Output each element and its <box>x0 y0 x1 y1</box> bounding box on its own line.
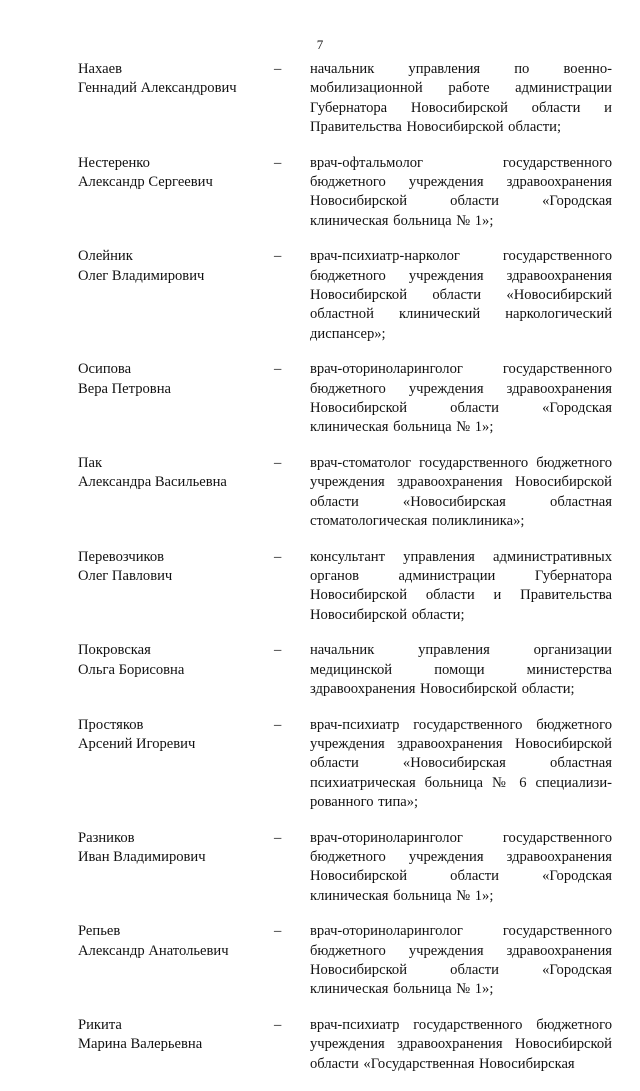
position-line: областной клинический наркологический <box>310 306 612 323</box>
position-line: клиническая больница № 1»; <box>310 419 494 436</box>
position-line: Новосибирской области и Правительства <box>310 587 612 604</box>
position-line: клиническая больница № 1»; <box>310 212 494 229</box>
member-surname: Нахаев <box>78 61 122 77</box>
member-given-names: Александр Сергеевич <box>78 173 213 190</box>
position-line: Новосибирской области «Городская <box>310 399 612 416</box>
member-position <box>310 60 612 137</box>
member-given-names: Александра Васильевна <box>78 474 227 491</box>
member-surname: Перевозчиков <box>78 548 165 565</box>
member-entry <box>78 247 612 343</box>
member-entry <box>78 548 612 625</box>
position-line: клиническая больница № 1»; <box>310 887 494 904</box>
position-line: врач-оториноларинголог государственного <box>310 923 612 940</box>
position-line: Новосибирской области «Городская <box>310 962 612 979</box>
dash-separator: – <box>274 716 282 733</box>
position-line: врач-офтальмолог государственного <box>310 154 612 171</box>
member-name <box>78 360 274 399</box>
position-line: органов администрации Губернатора <box>310 568 612 585</box>
position-line: диспансер»; <box>310 325 386 342</box>
dash-separator: – <box>274 455 282 472</box>
member-position <box>310 360 612 437</box>
member-position <box>310 716 612 812</box>
member-entry <box>78 360 612 437</box>
member-surname: Пак <box>78 455 103 472</box>
member-position <box>310 922 612 999</box>
member-entry <box>78 60 612 137</box>
dash-separator: – <box>274 248 282 265</box>
member-position <box>310 154 612 231</box>
position-line: врач-стоматолог государственного бюджетного <box>310 455 612 472</box>
member-position <box>310 829 612 906</box>
member-position <box>310 548 612 625</box>
member-given-names: Вера Петровна <box>78 380 171 397</box>
position-line: консультант управления административных <box>310 548 612 565</box>
member-position <box>310 454 612 531</box>
member-surname: Олейник <box>78 248 133 265</box>
dash-separator: – <box>274 642 282 659</box>
position-line: области «Новосибирская областная <box>310 755 612 772</box>
member-name <box>78 716 274 755</box>
position-line: бюджетного учреждения здравоохранения <box>310 849 612 866</box>
position-line: учреждения здравоохранения Новосибирской <box>310 474 612 491</box>
member-name <box>78 641 274 680</box>
position-line: рованного типа»; <box>310 794 419 810</box>
position-line: Новосибирской области; <box>310 606 465 623</box>
member-entry <box>78 829 612 906</box>
position-line: медицинской помощи министерства <box>310 661 612 678</box>
dash-separator: – <box>274 923 282 940</box>
position-line: Губернатора Новосибирской области и <box>310 99 612 116</box>
dash-separator: – <box>274 548 282 565</box>
position-line: бюджетного учреждения здравоохранения <box>310 380 612 397</box>
member-entry <box>78 716 612 812</box>
position-line: бюджетного учреждения здравоохранения <box>310 942 612 959</box>
member-position <box>310 247 612 343</box>
position-line: врач-оториноларинголог государственного <box>310 829 612 846</box>
member-given-names: Иван Владимирович <box>78 849 206 866</box>
dash-separator: – <box>274 61 282 77</box>
position-line: мобилизационной работе администрации <box>310 80 612 97</box>
member-name <box>78 922 274 961</box>
page-number: 7 <box>316 37 324 52</box>
member-name <box>78 829 274 868</box>
dash-separator: – <box>274 154 282 171</box>
member-position <box>310 1016 612 1074</box>
member-surname: Нестеренко <box>78 154 150 171</box>
dash-separator: – <box>274 361 282 378</box>
position-line: учреждения здравоохранения Новосибирской <box>310 1036 612 1053</box>
member-position <box>310 641 612 699</box>
member-entry <box>78 1016 612 1074</box>
position-line: учреждения здравоохранения Новосибирской <box>310 736 612 753</box>
position-line: бюджетного учреждения здравоохранения <box>310 267 612 284</box>
position-line: врач-психиатр государственного бюджетного <box>310 716 612 733</box>
position-line: Правительства Новосибирской области; <box>310 118 562 135</box>
position-line: Новосибирской области «Городская <box>310 868 612 885</box>
member-name <box>78 247 274 286</box>
position-line: Новосибирской области «Новосибирский <box>310 286 612 303</box>
position-line: области «Новосибирская областная <box>310 493 612 510</box>
position-line: начальник управления по военно- <box>310 61 612 77</box>
member-given-names: Марина Валерьевна <box>78 1036 203 1053</box>
member-given-names: Ольга Борисовна <box>78 661 185 678</box>
member-surname: Простяков <box>78 716 144 733</box>
member-given-names: Олег Владимирович <box>78 267 205 284</box>
position-line: врач-оториноларинголог государственного <box>310 361 612 378</box>
member-surname: Разников <box>78 829 135 846</box>
position-line: психиатрическая больница № 6 специализи- <box>310 774 612 791</box>
dash-separator: – <box>274 829 282 846</box>
member-given-names: Арсений Игоревич <box>78 736 196 753</box>
member-given-names: Олег Павлович <box>78 568 173 585</box>
member-entry <box>78 641 612 699</box>
position-line: врач-психиатр государственного бюджетного <box>310 1017 612 1034</box>
member-entry <box>78 154 612 231</box>
position-line: Новосибирской области «Городская <box>310 193 612 210</box>
member-list <box>78 60 612 1091</box>
member-name <box>78 454 274 493</box>
member-given-names: Геннадий Александрович <box>78 80 237 97</box>
position-line: начальник управления организации <box>310 642 612 659</box>
position-line: бюджетного учреждения здравоохранения <box>310 173 612 190</box>
member-surname: Осипова <box>78 361 132 378</box>
position-line: стоматологическая поликлиника»; <box>310 512 525 529</box>
member-given-names: Александр Анатольевич <box>78 942 229 959</box>
member-name <box>78 154 274 193</box>
member-surname: Покровская <box>78 642 151 659</box>
member-entry <box>78 922 612 999</box>
position-line: здравоохранения Новосибирской области; <box>310 681 575 698</box>
member-entry <box>78 454 612 531</box>
dash-separator: – <box>274 1017 282 1034</box>
member-name <box>78 548 274 587</box>
member-name <box>78 60 274 99</box>
member-name <box>78 1016 274 1055</box>
member-surname: Рикита <box>78 1017 122 1034</box>
position-line: клиническая больница № 1»; <box>310 981 494 998</box>
member-surname: Репьев <box>78 923 121 940</box>
position-line: области «Государственная Новосибирская <box>310 1055 575 1072</box>
position-line: врач-психиатр-нарколог государственного <box>310 248 612 265</box>
